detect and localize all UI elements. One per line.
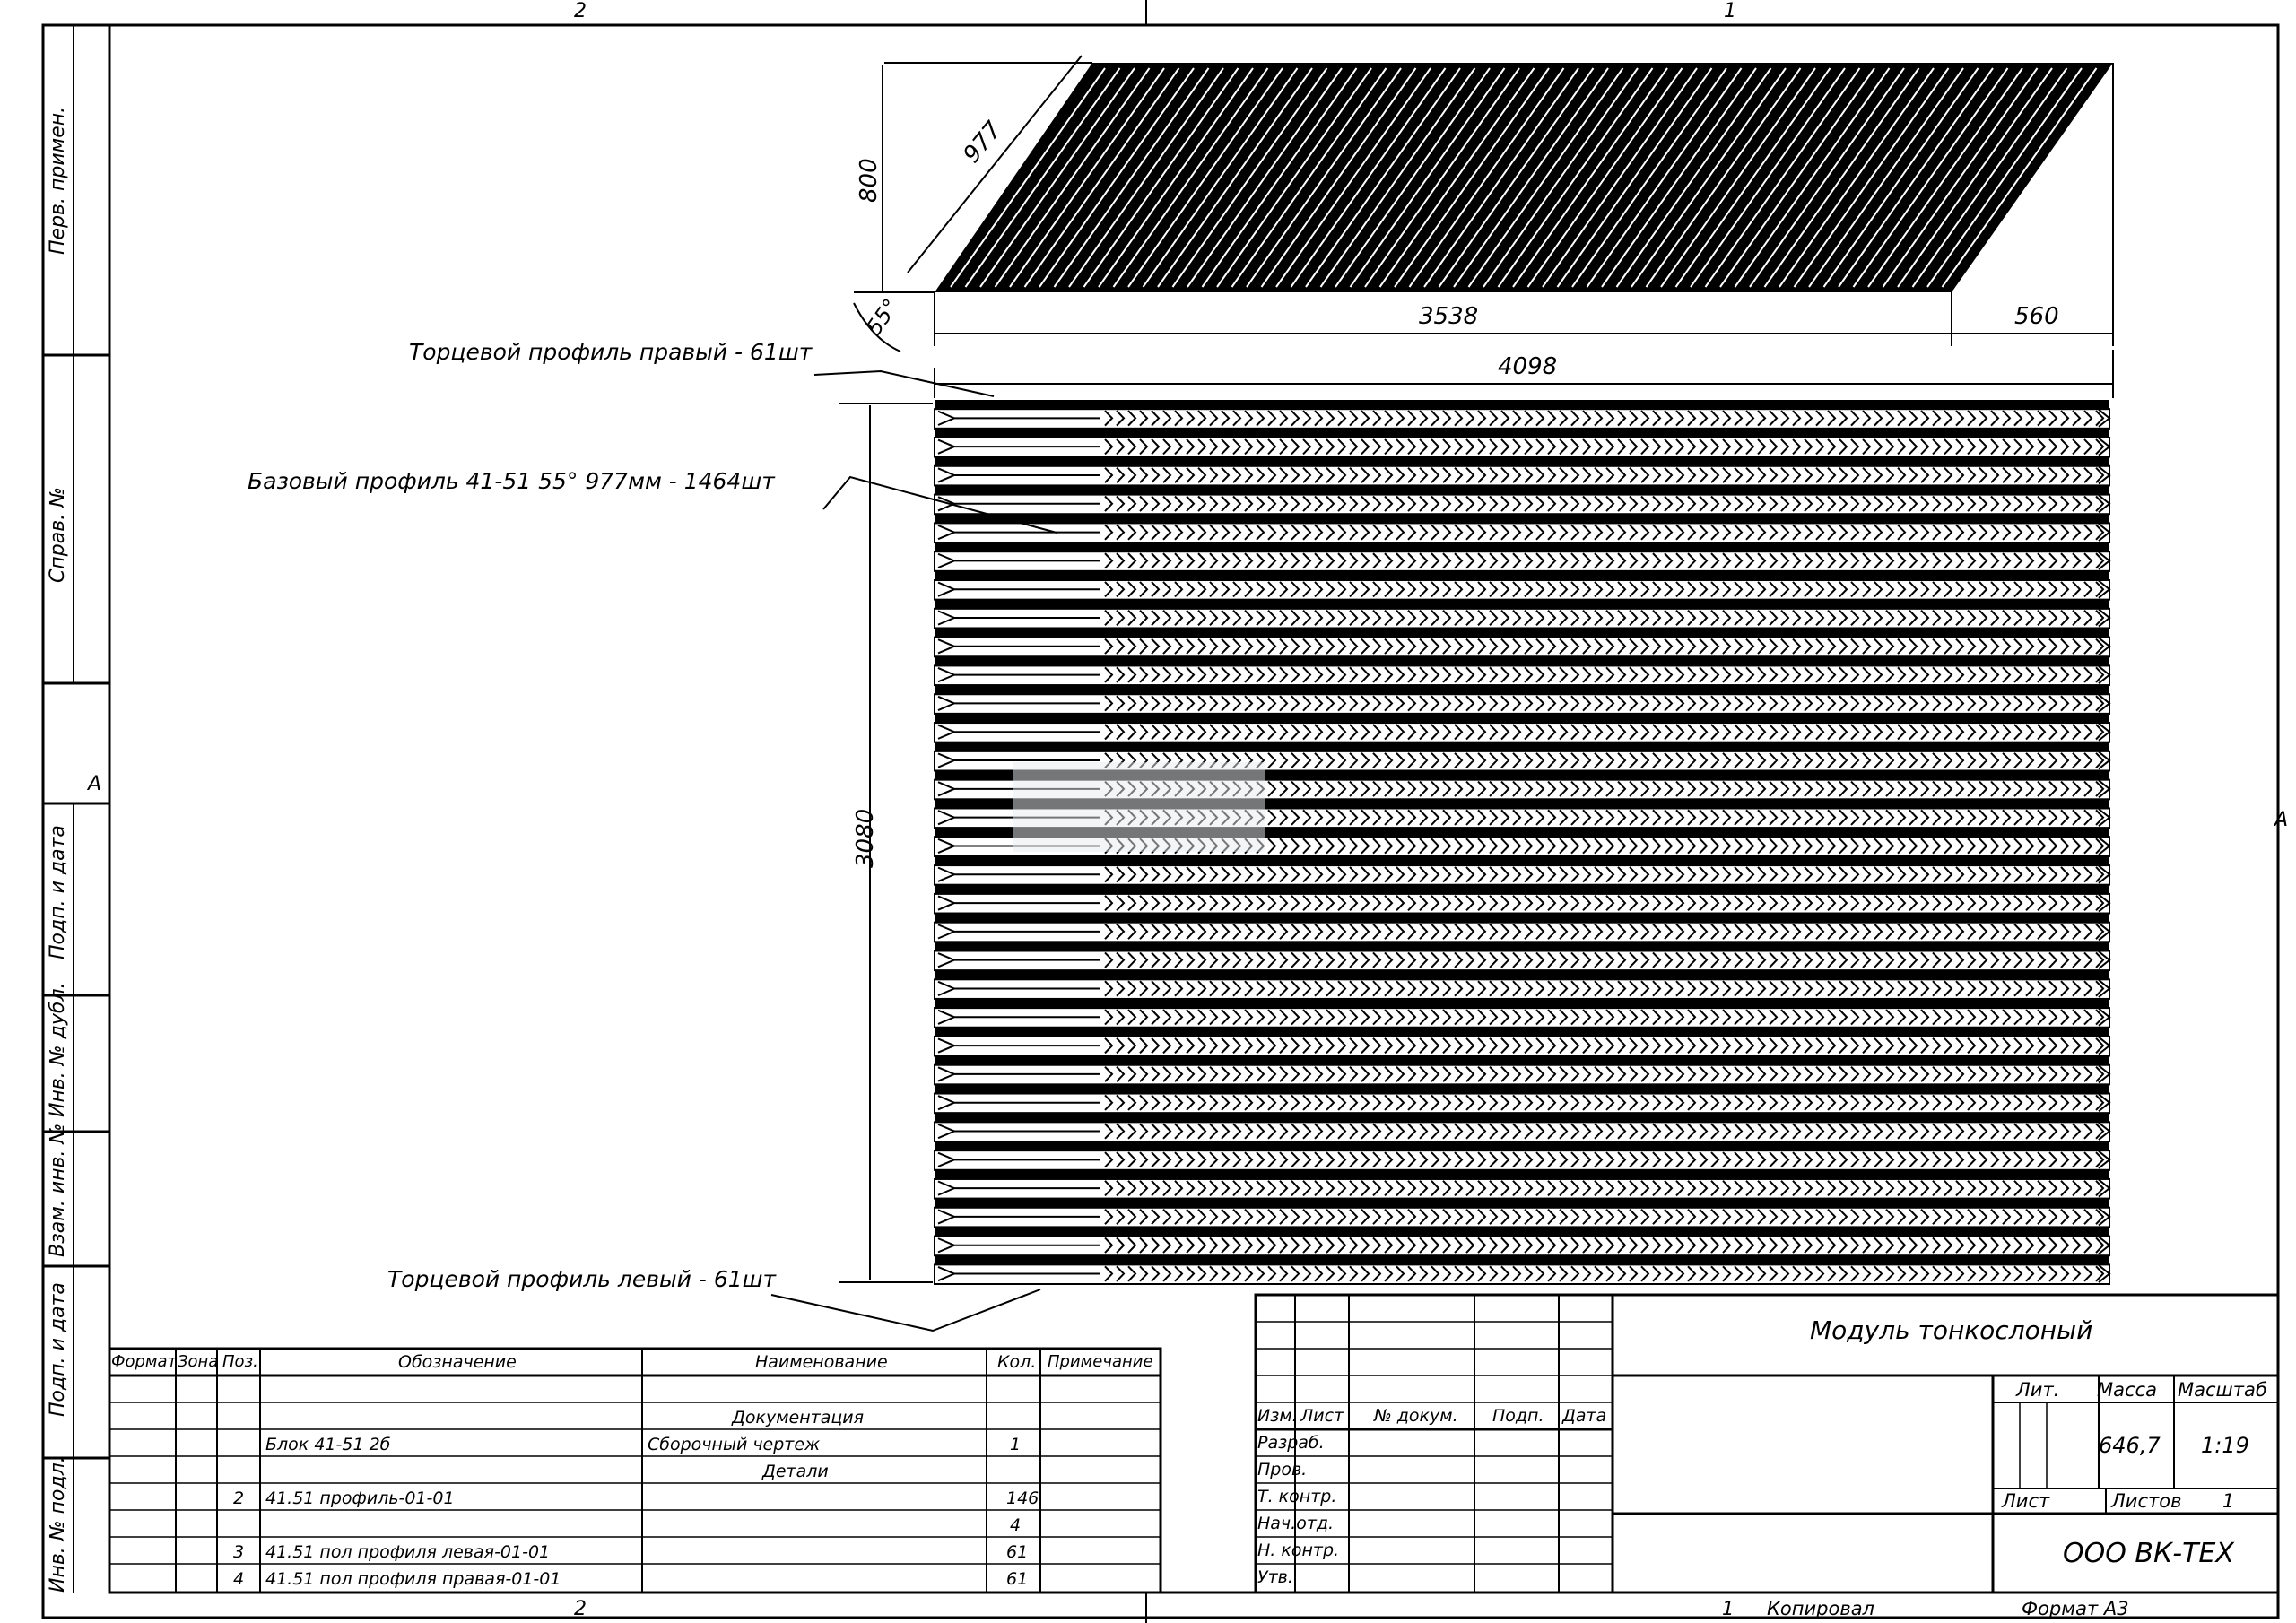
dim-slant: 977 bbox=[958, 117, 1007, 169]
side-label-inv-podl: Инв. № подл. bbox=[47, 1456, 69, 1593]
tb-tkontr: Т. контр. bbox=[1257, 1487, 1337, 1506]
footer-copied: Копировал bbox=[1767, 1598, 1874, 1619]
spec-row-qty: 61 bbox=[1006, 1569, 1029, 1589]
callout-base-profile: Базовый профиль 41-51 55° 977мм - 1464шт bbox=[248, 468, 775, 494]
spec-row-designation: Блок 41-51 2б bbox=[265, 1435, 391, 1454]
drawing-title: Модуль тонкослоный bbox=[1810, 1315, 2093, 1345]
spec-row-qty: 4 bbox=[1010, 1515, 1022, 1535]
tb-list: Лист bbox=[1300, 1406, 1344, 1426]
dim-angle: 55° bbox=[861, 294, 904, 340]
side-label-perv: Перв. примен. bbox=[47, 106, 69, 255]
spec-row-pos: 4 bbox=[233, 1569, 245, 1589]
side-label-vzam: Взам. инв. № bbox=[47, 1123, 69, 1257]
tb-izm: Изм. bbox=[1257, 1406, 1298, 1426]
spec-row-pos: 3 bbox=[233, 1542, 245, 1562]
tb-prov: Пров. bbox=[1257, 1460, 1308, 1480]
side-label-sprav: Справ. № bbox=[47, 486, 69, 583]
footer-sheet-num: 1 bbox=[1722, 1598, 1735, 1619]
spec-header-zone: Зона bbox=[178, 1352, 219, 1371]
tb-nkontr: Н. контр. bbox=[1257, 1541, 1340, 1560]
sheets-label: Листов bbox=[2111, 1490, 2182, 1512]
spec-header-qty: Кол. bbox=[997, 1352, 1037, 1372]
dim-height-main: 3080 bbox=[852, 808, 879, 868]
spec-header-note: Примечание bbox=[1048, 1352, 1153, 1371]
dim-offset: 560 bbox=[2014, 303, 2059, 330]
tb-nachotd: Нач.отд. bbox=[1257, 1514, 1335, 1533]
callout-right-profile: Торцевой профиль правый - 61шт bbox=[409, 339, 813, 365]
spec-header-name: Наименование bbox=[755, 1352, 888, 1372]
mass-label: Масса bbox=[2097, 1379, 2157, 1401]
spec-row-designation: 41.51 профиль-01-01 bbox=[265, 1488, 455, 1508]
side-label-inv-dubl: Инв. № дубл. bbox=[47, 982, 69, 1117]
sheet-label: Лист bbox=[2002, 1490, 2050, 1512]
sheets-value: 1 bbox=[2222, 1490, 2235, 1512]
tb-docnum: № докум. bbox=[1374, 1406, 1458, 1426]
spec-section-docs: Документация bbox=[732, 1408, 865, 1428]
spec-row-qty: 61 bbox=[1006, 1542, 1029, 1562]
side-label-podp2: Подп. и дата bbox=[47, 1282, 69, 1417]
pack-top-view bbox=[935, 63, 2113, 292]
tb-podp: Подп. bbox=[1492, 1406, 1544, 1426]
zone-bottom-left: 2 bbox=[574, 1598, 587, 1620]
dim-length: 3538 bbox=[1419, 303, 1479, 330]
mass-value: 646,7 bbox=[2099, 1433, 2161, 1458]
spec-row-pos: 2 bbox=[233, 1488, 245, 1508]
spec-header-pos: Поз. bbox=[222, 1352, 258, 1371]
spec-row-name: Сборочный чертеж bbox=[648, 1435, 821, 1454]
lit-label: Лит. bbox=[2016, 1379, 2060, 1401]
scale-value: 1:19 bbox=[2201, 1433, 2249, 1458]
spec-row-qty: 1 bbox=[1010, 1435, 1022, 1454]
zone-top-left: 2 bbox=[574, 0, 587, 22]
side-label-podp1: Подп. и дата bbox=[47, 825, 69, 959]
zone-right-a: A bbox=[2274, 809, 2289, 831]
dim-total-width: 4098 bbox=[1498, 353, 1558, 380]
footer-format: Формат А3 bbox=[2022, 1598, 2129, 1619]
scale-label: Масштаб bbox=[2178, 1379, 2267, 1401]
spec-row-designation: 41.51 пол профиля левая-01-01 bbox=[265, 1542, 551, 1562]
zone-top-right: 1 bbox=[1724, 0, 1736, 22]
spec-row-qty: 146 bbox=[1006, 1488, 1039, 1508]
spec-row-designation: 41.51 пол профиля правая-01-01 bbox=[265, 1569, 561, 1589]
callout-left-profile: Торцевой профиль левый - 61шт bbox=[387, 1266, 777, 1292]
dim-height-top: 800 bbox=[856, 158, 883, 203]
zone-left-a: A bbox=[88, 773, 102, 795]
company-name: ООО ВК-ТЕХ bbox=[2063, 1538, 2234, 1569]
tb-utv: Утв. bbox=[1257, 1567, 1293, 1587]
spec-header-designation: Обозначение bbox=[398, 1352, 517, 1372]
spec-section-parts: Детали bbox=[762, 1462, 829, 1481]
spec-header-format: Формат bbox=[111, 1352, 178, 1371]
tb-razrab: Разраб. bbox=[1257, 1433, 1325, 1453]
tb-data: Дата bbox=[1562, 1406, 1607, 1426]
